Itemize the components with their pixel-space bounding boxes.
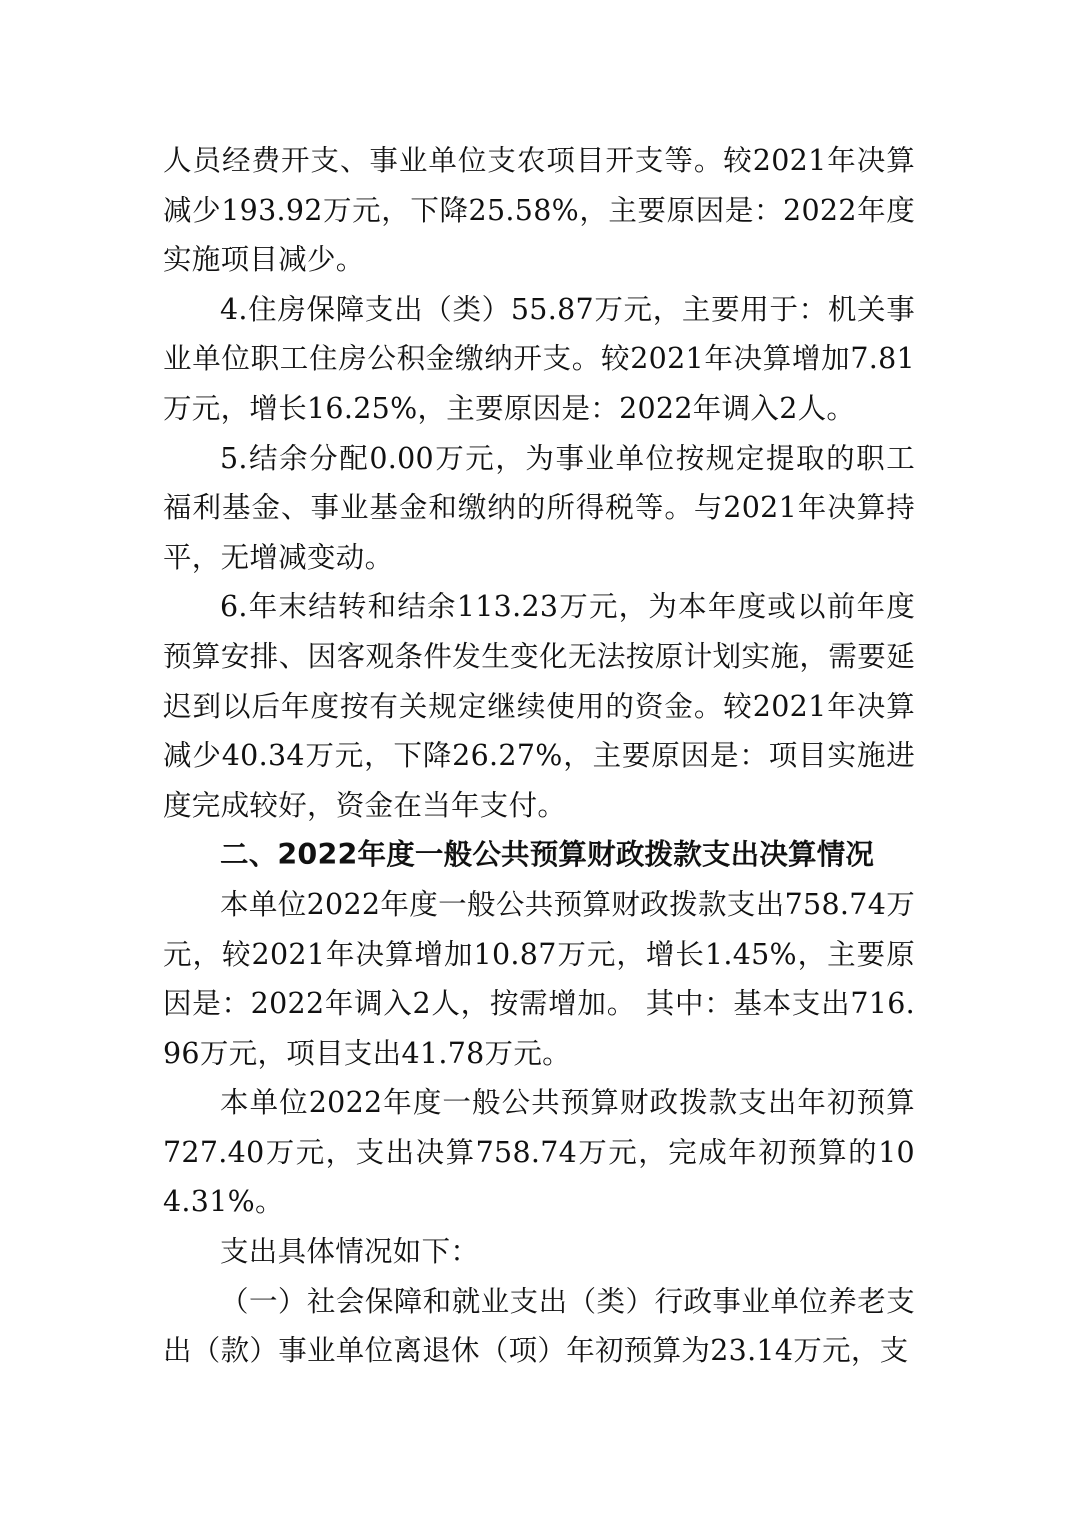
paragraph-social-security-expense: （一）社会保障和就业支出（类）行政事业单位养老支出（款）事业单位离退休（项）年初预算为23.14万元，支: [163, 1284, 915, 1368]
section-heading-general-budget: 二、2022年度一般公共预算财政拨款支出决算情况: [220, 838, 875, 872]
paragraph-general-budget-completion: 本单位2022年度一般公共预算财政拨款支出年初预算727.40万元，支出决算758.74万元，完成年初预算的104.31%。: [163, 1086, 915, 1219]
document-body: [163, 136, 915, 1376]
paragraph-surplus-distribution: 5.结余分配0.00万元，为事业单位按规定提取的职工福利基金、事业基金和缴纳的所得税等。与2021年决算持平，无增减变动。: [163, 441, 915, 574]
paragraph-agriculture-expense-continued: 人员经费开支、事业单位支农项目开支等。较2021年决算减少193.92万元，下降25.58%，主要原因是：2022年度实施项目减少。: [163, 144, 915, 277]
paragraph-year-end-carryover: 6.年末结转和结余113.23万元，为本年度或以前年度预算安排、因客观条件发生变化无法按原计划实施，需要延迟到以后年度按有关规定继续使用的资金。较2021年决算减少40.34万元，下降26.27%，主要原因是：项目实施进度完成较好，资金在当年支付。: [163, 590, 915, 822]
paragraph-expense-details-intro: 支出具体情况如下：: [220, 1235, 480, 1269]
paragraph-general-budget-total: 本单位2022年度一般公共预算财政拨款支出758.74万元，较2021年决算增加10.87万元，增长1.45%，主要原因是：2022年调入2人，按需增加。 其中：基本支出716.96万元，项目支出41.78万元。: [163, 887, 915, 1070]
paragraph-housing-expense: 4.住房保障支出（类）55.87万元，主要用于：机关事业单位职工住房公积金缴纳开支。较2021年决算增加7.81万元，增长16.25%，主要原因是：2022年调入2人。: [163, 292, 915, 425]
